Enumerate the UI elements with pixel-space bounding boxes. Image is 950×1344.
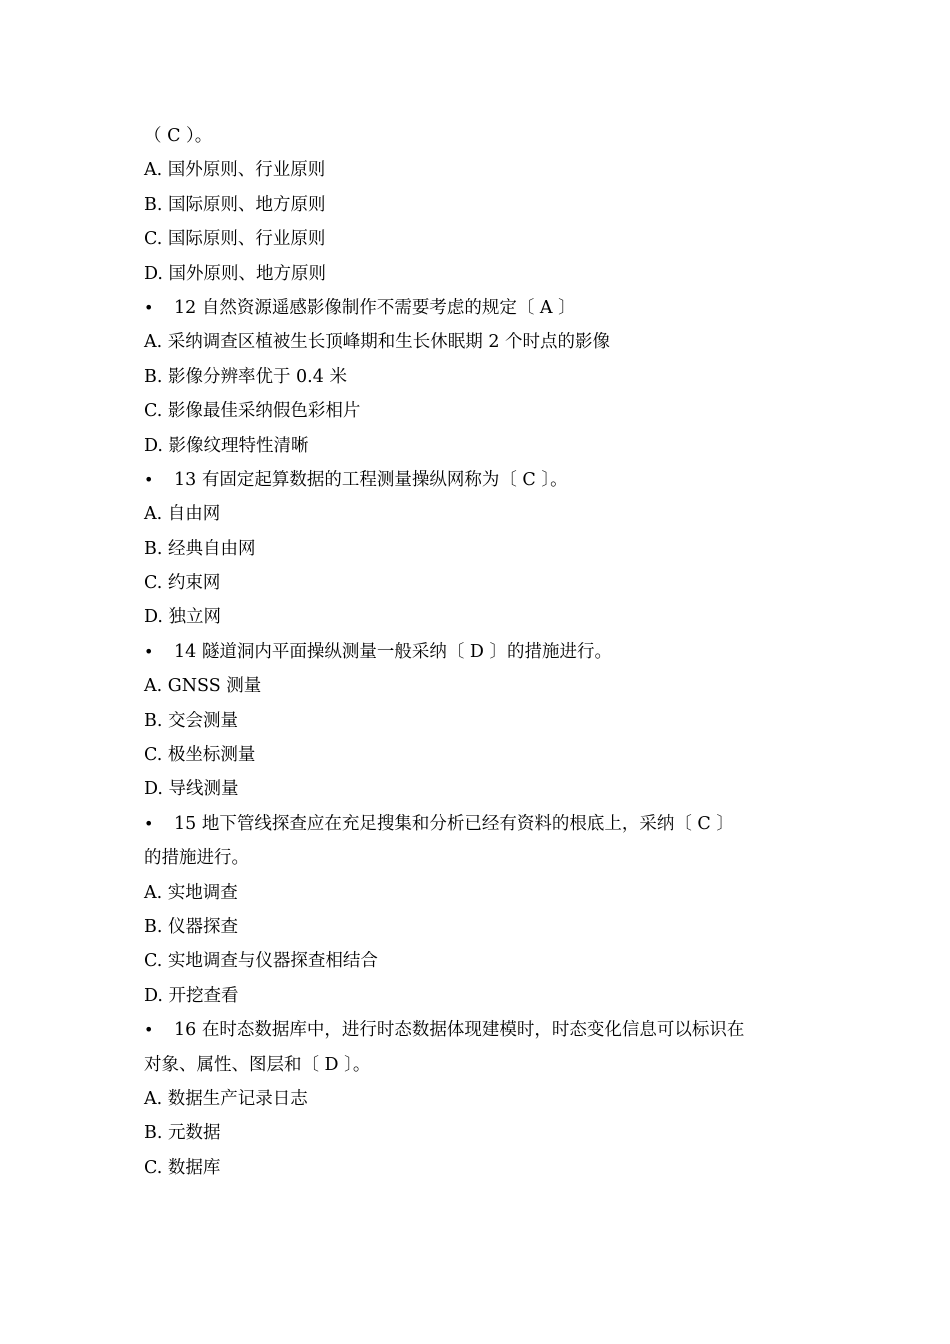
option-d: D. 影像纹理特性清晰 bbox=[144, 435, 309, 456]
option-c: C. 国际原则、行业原则 bbox=[144, 229, 326, 250]
question-text: 16 在时态数据库中，进行时态数据体现建模时，时态变化信息可以标识在 bbox=[174, 1020, 745, 1041]
option-a: A. 国外原则、行业原则 bbox=[144, 160, 326, 181]
option-b: B. 国际原则、地方原则 bbox=[144, 194, 326, 215]
option-d: D. 国外原则、地方原则 bbox=[144, 263, 327, 284]
bullet-icon: • bbox=[144, 641, 154, 661]
document-body bbox=[144, 119, 824, 1185]
question-text: 15 地下管线探查应在充足搜集和分析已经有资料的根底上，采纳〔 C 〕 bbox=[174, 813, 734, 834]
question-15 bbox=[144, 807, 824, 841]
question-text: 13 有固定起算数据的工程测量操纵网称为〔 C 〕。 bbox=[174, 469, 568, 490]
option-c: C. 约束网 bbox=[144, 573, 221, 594]
option-b: B. 仪器探查 bbox=[144, 916, 238, 937]
option-a: A. 采纳调查区植被生长顶峰期和生长休眠期 2 个时点的影像 bbox=[144, 332, 611, 353]
bullet-icon: • bbox=[144, 469, 154, 489]
option-b: B. 经典自由网 bbox=[144, 538, 256, 559]
bullet-icon: • bbox=[144, 297, 154, 317]
option-d: D. 导线测量 bbox=[144, 779, 239, 800]
option-c: C. 实地调查与仪器探查相结合 bbox=[144, 951, 378, 972]
question-text-continuation: 对象、属性、图层和〔 D 〕。 bbox=[144, 1054, 371, 1075]
option-b: B. 交会测量 bbox=[144, 710, 238, 731]
bullet-icon: • bbox=[144, 813, 154, 833]
option-c: C. 影像最佳采纳假色彩相片 bbox=[144, 401, 361, 422]
option-a: A. 自由网 bbox=[144, 504, 221, 525]
option-a: A. 实地调查 bbox=[144, 882, 238, 903]
question-text: 14 隧道洞内平面操纵测量一般采纳〔 D 〕的措施进行。 bbox=[174, 641, 612, 662]
question-12 bbox=[144, 291, 824, 325]
question-text-continuation: 的措施进行。 bbox=[144, 848, 249, 869]
option-a: A. GNSS 测量 bbox=[144, 676, 262, 697]
option-a: A. 数据生产记录日志 bbox=[144, 1088, 308, 1109]
option-b: B. 影像分辨率优于 0.4 米 bbox=[144, 366, 347, 387]
bullet-icon: • bbox=[144, 1020, 154, 1040]
question-text: 12 自然资源遥感影像制作不需要考虑的规定〔 A 〕 bbox=[174, 297, 576, 318]
option-c: C. 数据库 bbox=[144, 1157, 221, 1178]
question-13 bbox=[144, 463, 824, 497]
option-d: D. 独立网 bbox=[144, 607, 222, 628]
option-c: C. 极坐标测量 bbox=[144, 745, 256, 766]
question-16 bbox=[144, 1013, 824, 1047]
question-14 bbox=[144, 635, 824, 669]
answer-continuation: （ C ）。 bbox=[144, 126, 213, 146]
option-d: D. 开挖查看 bbox=[144, 985, 239, 1006]
option-b: B. 元数据 bbox=[144, 1123, 221, 1144]
